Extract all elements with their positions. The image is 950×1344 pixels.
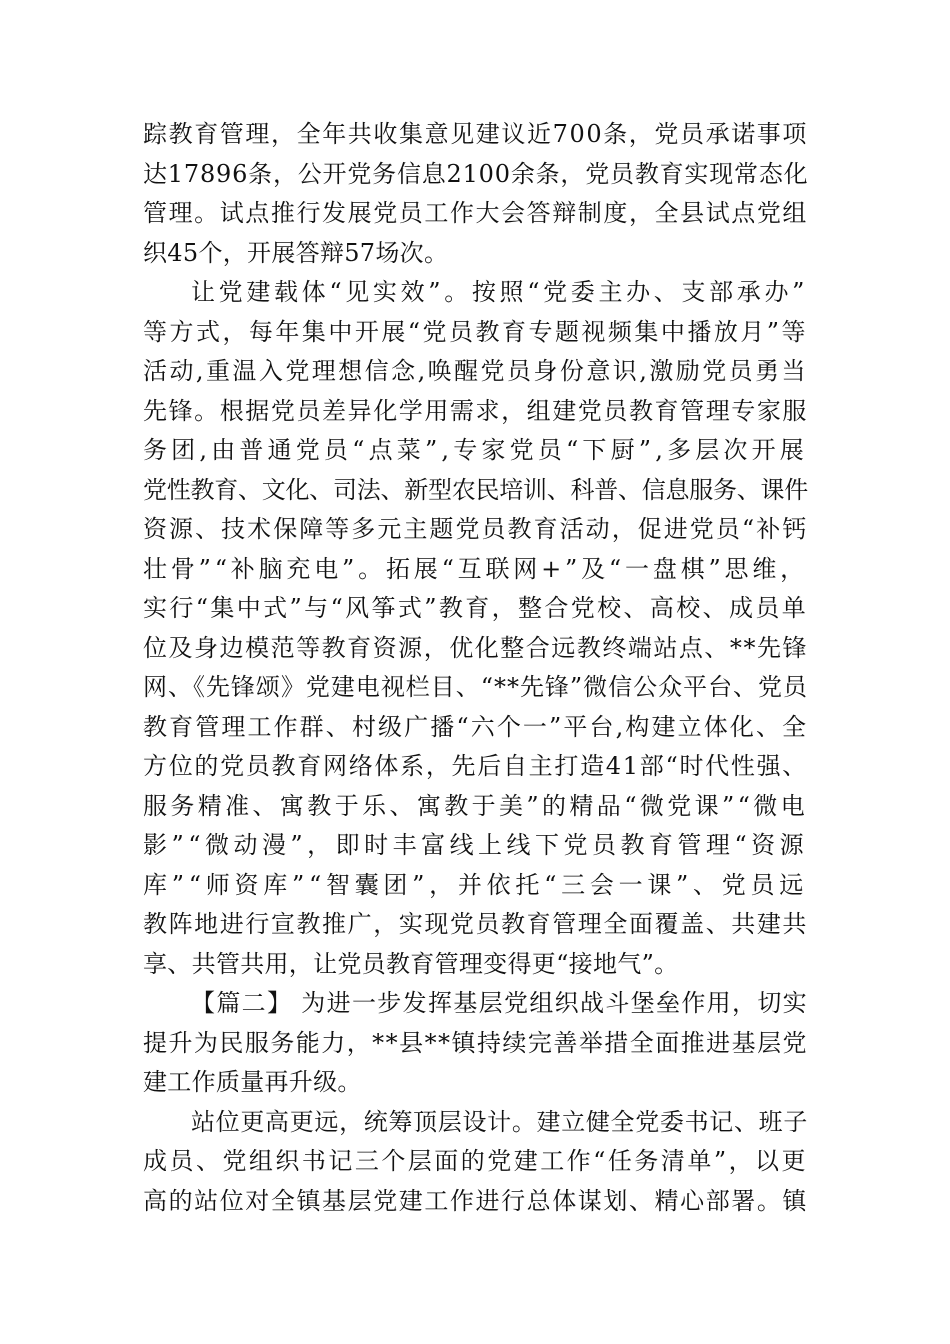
text-line: 实行“集中式”与“风筝式”教育，整合党校、高校、成员单	[143, 594, 809, 622]
text-line: 位及身边模范等教育资源，优化整合远教终端站点、**先锋	[143, 633, 808, 662]
text-line: 教阵地进行宣教推广，实现党员教育管理全面覆盖、共建共	[143, 910, 808, 938]
text-line: 资源、技术保障等多元主题党员教育活动，促进党员“补钙	[143, 515, 809, 543]
text-line: 提升为民服务能力，**县**镇持续完善举措全面推进基层党	[143, 1028, 808, 1057]
text-line: 务团,由普通党员“点菜”,专家党员“下厨”,多层次开展	[143, 436, 808, 464]
text-line: 党性教育、文化、司法、新型农民培训、科普、信息服务、课件	[143, 475, 808, 504]
paragraph-2	[143, 273, 808, 984]
text-line: 站位更高更远，统筹顶层设计。建立健全党委书记、班子	[191, 1107, 808, 1136]
text-line: 活动,重温入党理想信念,唤醒党员身份意识,激励党员勇当	[143, 357, 808, 385]
text-line: 壮骨”“补脑充电”。拓展“互联网+”及“一盘棋”思维，	[143, 554, 808, 583]
text-line: 踪教育管理，全年共收集意见建议近700条，党员承诺事项	[143, 120, 808, 148]
text-line: 方位的党员教育网络体系，先后自主打造41部“时代性强、	[143, 752, 808, 780]
text-line: 教育管理工作群、村级广播“六个一”平台,构建立体化、全	[143, 712, 809, 741]
text-line: 管理。试点推行发展党员工作大会答辩制度，全县试点党组	[143, 199, 808, 227]
text-line: 达17896条，公开党务信息2100余条，党员教育实现常态化	[143, 159, 809, 188]
paragraph-3	[143, 984, 808, 1103]
text-line: 让党建载体“见实效”。按照“党委主办、支部承办”	[191, 278, 809, 306]
text-line: 【篇二】 为进一步发挥基层党组织战斗堡垒作用，切实	[191, 989, 808, 1017]
paragraph-1	[143, 115, 808, 273]
text-line: 建工作质量再升级。	[143, 1068, 362, 1096]
text-line: 先锋。根据党员差异化学用需求，组建党员教育管理专家服	[143, 396, 808, 425]
text-line: 影”“微动漫”，即时丰富线上线下党员教育管理“资源	[143, 831, 809, 859]
text-line: 等方式，每年集中开展“党员教育专题视频集中播放月”等	[143, 317, 808, 346]
text-line: 织45个，开展答辩57场次。	[143, 238, 449, 267]
text-line: 成员、党组织书记三个层面的党建工作“任务清单”，以更	[143, 1147, 808, 1175]
text-line: 网、《先锋颂》党建电视栏目、“**先锋”微信公众平台、党员	[143, 673, 808, 701]
text-line: 服务精准、寓教于乐、寓教于美”的精品“微党课”“微电	[143, 791, 809, 820]
text-line: 高的站位对全镇基层党建工作进行总体谋划、精心部署。镇	[143, 1186, 808, 1215]
document-body	[143, 115, 808, 1221]
text-line: 享、共管共用，让党员教育管理变得更“接地气”。	[143, 949, 679, 978]
paragraph-4	[143, 1103, 808, 1222]
text-line: 库”“师资库”“智囊团”，并依托“三会一课”、党员远	[143, 870, 808, 899]
